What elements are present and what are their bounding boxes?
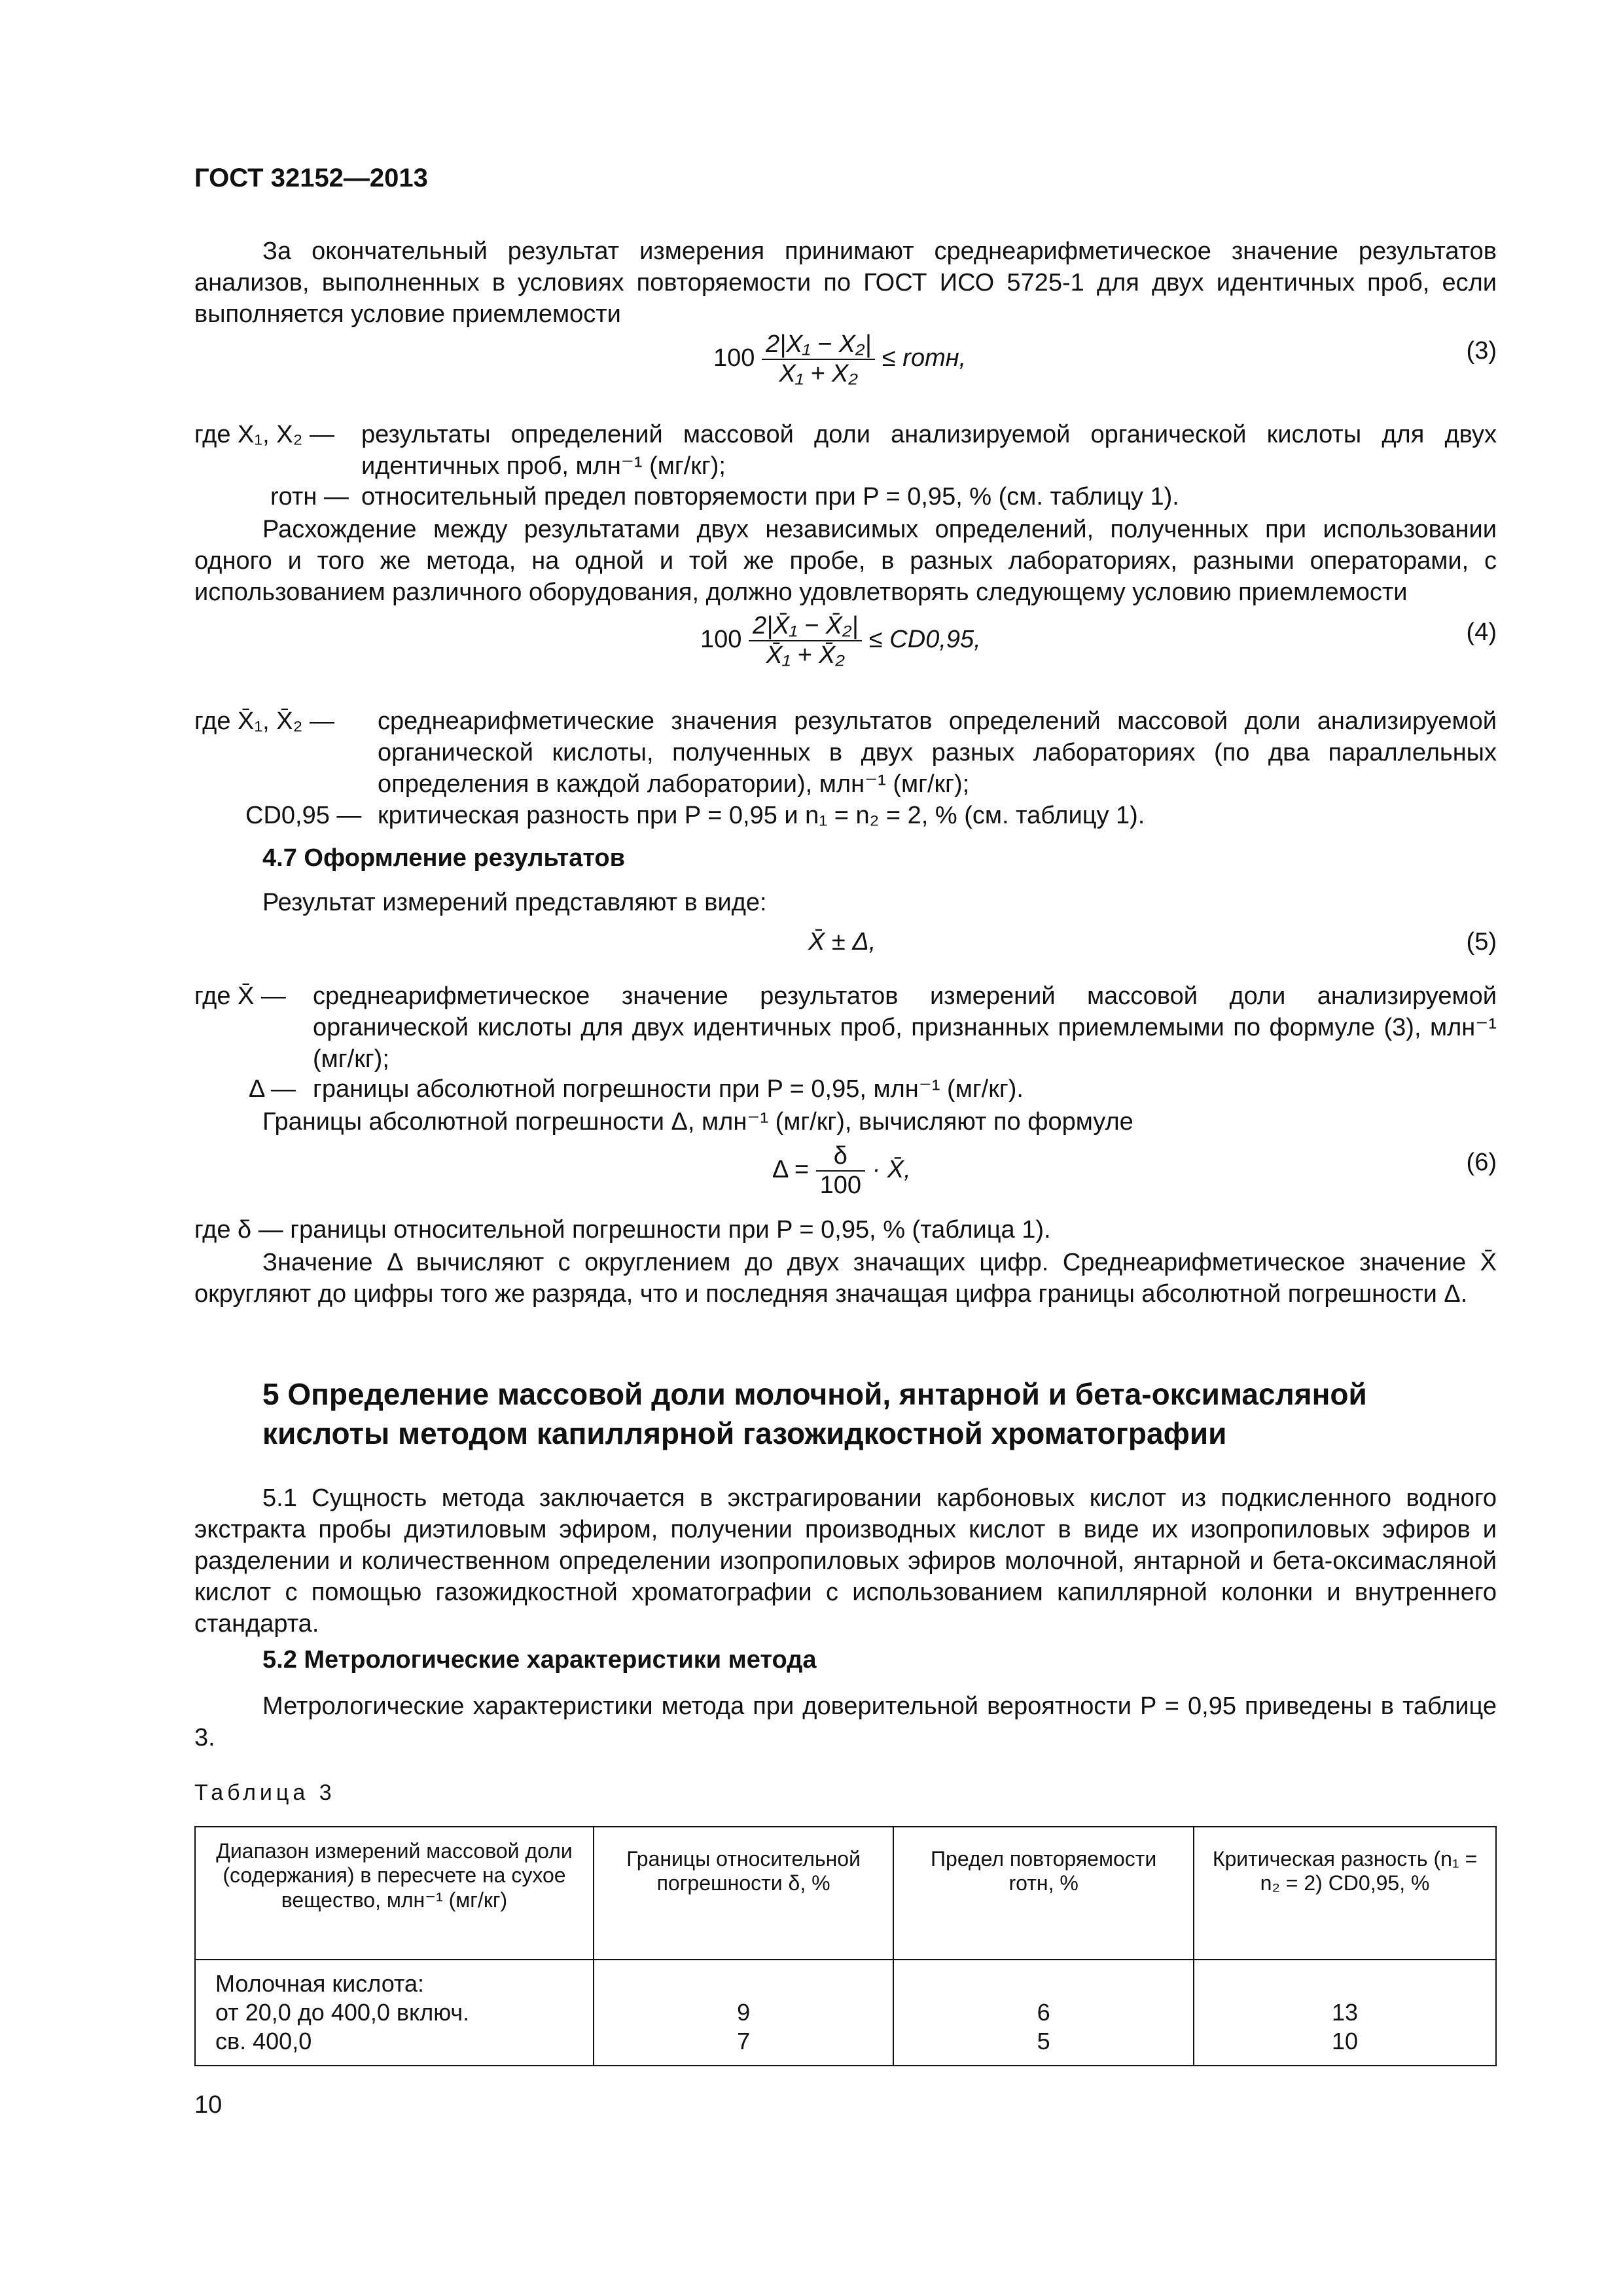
eq4-fraction: [749, 612, 862, 670]
eq4-numerator: 2|X̄₁ − X̄₂|: [749, 612, 862, 641]
table-cell-delta: 9: [737, 1999, 751, 2026]
paragraph-5-2: Метрологические характеристики метода при доверительной вероятности P = 0,95 приведены в таблице 3.: [194, 1693, 1497, 1751]
where3-text2: относительный предел повторяемости при P = 0,95, % (см. таблицу 1).: [361, 483, 1179, 511]
eq3-rhs: ≤ rотн,: [882, 344, 967, 372]
paragraph-acceptance: За окончательный результат измерения принимают среднеарифметическое значение результатов анализов, выполненных в условиях повторяемости по ГОСТ ИСО 5725-1 для двух идентичных проб, если выполняется условие приемлемости: [194, 238, 1497, 328]
section-4-7-title: 4.7 Оформление результатов: [262, 844, 626, 872]
page-number: 10: [194, 2091, 223, 2119]
eq3-fraction: [762, 331, 875, 388]
table-header-row: [195, 1827, 1496, 1960]
eq6-lhs: Δ =: [772, 1156, 810, 1184]
table-header-cell: Критическая разность (n₁ = n₂ = 2) CD0,95, %: [1194, 1827, 1496, 1960]
eq3-denominator: X₁ + X₂: [779, 360, 858, 387]
eq6-numerator: δ: [816, 1142, 865, 1172]
eq3-coef: 100: [713, 344, 755, 372]
table-group-label: Молочная кислота:: [215, 1970, 425, 1997]
table-3: [194, 1826, 1497, 2066]
table-cell-range: от 20,0 до 400,0 включ.: [215, 1999, 470, 2026]
equation-5: X̄ ± Δ,: [808, 928, 876, 956]
where5-text2: границы абсолютной погрешности при P = 0,95, млн⁻¹ (мг/кг).: [313, 1075, 1024, 1103]
where6-text: где δ — границы относительной погрешности при P = 0,95, % (таблица 1).: [194, 1216, 1051, 1244]
equation-3-number: (3): [1466, 337, 1497, 365]
section-5-2-title: 5.2 Метрологические характеристики метода: [262, 1646, 817, 1674]
table-header-cell: Диапазон измерений массовой доли (содержания) в пересчете на сухое вещество, млн⁻¹ (мг/кг): [195, 1827, 594, 1960]
table-cell-critical-difference: 13: [1332, 1999, 1359, 2026]
section-5-title: 5 Определение массовой доли молочной, янтарной и бета-оксимасляной кислоты методом капиллярной газожидкостной хроматографии: [262, 1377, 1367, 1450]
where4-lead2: CD0,95 —: [245, 802, 362, 829]
table-cell-repeatability: 5: [1037, 2028, 1050, 2054]
paragraph-result-form: Результат измерений представляют в виде:: [262, 889, 767, 916]
eq4-denominator: X̄₁ + X̄₂: [766, 641, 845, 669]
where5-text: среднеарифметическое значение результатов измерений массовой доли анализируемой органической кислоты для двух идентичных проб, признанных приемлемыми по формуле (3), млн⁻¹ (мг/кг);: [313, 982, 1497, 1073]
table-cell-delta: 7: [737, 2028, 751, 2054]
paragraph-rounding: Значение Δ вычисляют с округлением до двух значащих цифр. Среднеарифметическое значение X̄ округляют до цифры того же разряда, что и последняя значащая цифра границы абсолютной погрешности Δ.: [194, 1249, 1497, 1308]
where3-text: результаты определений массовой доли анализируемой органической кислоты для двух идентичных проб, млн⁻¹ (мг/кг);: [361, 421, 1497, 480]
equation-5-number: (5): [1466, 928, 1497, 956]
eq4-rhs: ≤ CD0,95,: [868, 626, 981, 654]
equation-6-number: (6): [1466, 1149, 1497, 1176]
table-cell-critical-difference: 10: [1332, 2028, 1359, 2054]
where5-lead2: Δ —: [249, 1075, 296, 1103]
where5-lead: где X̄ —: [194, 982, 286, 1010]
where3-lead: где X₁, X₂ —: [194, 421, 334, 448]
equation-3: [713, 331, 966, 388]
where4-lead: где X̄₁, X̄₂ —: [194, 708, 334, 735]
equation-4: [700, 612, 981, 670]
table-caption: Таблица 3: [194, 1780, 336, 1805]
table-cell-repeatability: 6: [1037, 1999, 1050, 2026]
table-header-cell: Предел повторяемости rотн, %: [893, 1827, 1194, 1960]
eq6-rhs: · X̄,: [872, 1156, 911, 1184]
equation-4-number: (4): [1466, 619, 1497, 646]
eq4-coef: 100: [700, 626, 742, 654]
eq3-numerator: 2|X₁ − X₂|: [762, 331, 875, 360]
eq6-denominator: 100: [819, 1172, 862, 1199]
equation-6: [772, 1142, 911, 1200]
where4-text: среднеарифметические значения результатов определений массовой доли анализируемой органической кислоты, полученных в двух разных лабораториях (по два параллельных определения в каждой лаборатории), млн⁻¹ (мг/кг);: [378, 708, 1497, 798]
table-row: [195, 1960, 1496, 2066]
table-header-cell: Границы относительной погрешности δ, %: [594, 1827, 893, 1960]
paragraph-5-1: 5.1 Сущность метода заключается в экстрагировании карбоновых кислот из подкисленного водного экстракта пробы диэтиловым эфиром, получении производных кислот в виде их изопропиловых эфиров и разделении и количественном определении изопропиловых эфиров молочной, янтарной и бета-оксимасляной кислот с помощью газожидкостной хроматографии с использованием капиллярной колонки и внутреннего стандарта.: [194, 1484, 1497, 1638]
paragraph-reproducibility: Расхождение между результатами двух независимых определений, полученных при использовании одного и того же метода, на одной и той же пробе, в разных лабораториях, разными операторами, с использованием различного оборудования, должно удовлетворять следующему условию приемлемости: [194, 516, 1497, 606]
where3-lead2: rотн —: [270, 483, 349, 511]
where4-text2: критическая разность при P = 0,95 и n₁ = n₂ = 2, % (см. таблицу 1).: [378, 802, 1145, 829]
paragraph-delta-formula: Границы абсолютной погрешности Δ, млн⁻¹ (мг/кг), вычисляют по формуле: [262, 1108, 1133, 1136]
document-header: ГОСТ 32152—2013: [194, 164, 428, 192]
table-cell-range: св. 400,0: [215, 2028, 312, 2054]
eq6-fraction: [816, 1142, 865, 1200]
